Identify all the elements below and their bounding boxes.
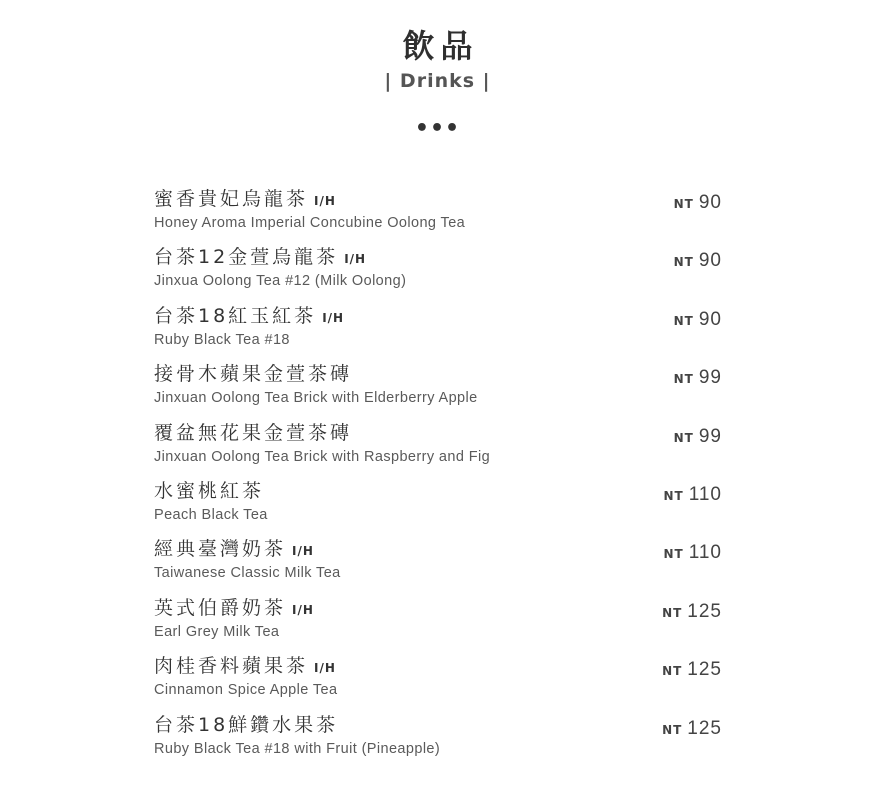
- ellipsis-divider: •••: [414, 116, 461, 141]
- price-value: 125: [687, 717, 722, 739]
- menu-item: [154, 244, 722, 302]
- item-price: [674, 250, 722, 272]
- item-price: [662, 659, 722, 681]
- item-name-zh: 肉桂香料蘋果茶 I/H: [154, 655, 336, 678]
- drinks-list: [154, 186, 722, 770]
- item-name-zh: 蜜香貴妃烏龍茶 I/H: [154, 188, 336, 210]
- item-name-en: Peach Black Tea: [154, 506, 268, 523]
- item-price: [674, 192, 722, 214]
- item-tag: I/H: [292, 544, 314, 559]
- menu-item: [154, 303, 722, 361]
- price-value: 90: [698, 250, 722, 272]
- price-value: 90: [698, 308, 722, 330]
- item-name-zh: 覆盆無花果金萱茶磚: [154, 421, 353, 444]
- item-price: [662, 718, 722, 740]
- item-price: [663, 542, 722, 564]
- item-tag: I/H: [344, 252, 367, 267]
- price-value: 125: [687, 659, 722, 681]
- price-currency: NT: [663, 547, 684, 562]
- item-name-en: Cinnamon Spice Apple Tea: [154, 682, 338, 699]
- price-currency: NT: [673, 430, 694, 445]
- item-name-zh: 經典臺灣奶茶 I/H: [154, 538, 314, 561]
- item-name-en: Jinxuan Oolong Tea Brick with Elderberry Apple: [154, 390, 478, 407]
- price-currency: NT: [662, 664, 683, 679]
- menu-item: [154, 361, 722, 419]
- price-currency: NT: [663, 488, 684, 503]
- item-tag: I/H: [292, 602, 314, 617]
- page-subtitle: | Drinks |: [384, 70, 491, 92]
- item-price: [662, 601, 722, 623]
- price-currency: NT: [662, 605, 683, 620]
- menu-item: [154, 653, 722, 711]
- item-name-en: Ruby Black Tea #18 with Fruit (Pineapple): [154, 740, 441, 757]
- price-currency: NT: [673, 313, 694, 328]
- price-value: 99: [698, 367, 722, 389]
- item-name-en: Jinxuan Oolong Tea Brick with Raspberry and Fig: [154, 448, 491, 465]
- page-title: 飲品: [402, 27, 479, 65]
- item-price: [663, 484, 722, 506]
- price-currency: NT: [673, 372, 694, 387]
- item-price: [674, 426, 722, 448]
- item-name-zh: 台茶12金萱烏龍茶 I/H: [154, 246, 367, 269]
- menu-item: [154, 536, 722, 594]
- item-name-en: Ruby Black Tea #18: [154, 331, 290, 348]
- price-value: 99: [698, 425, 722, 447]
- menu-item: [154, 478, 722, 536]
- price-value: 90: [698, 192, 722, 213]
- menu-item: [154, 420, 722, 478]
- item-name-en: Honey Aroma Imperial Concubine Oolong Tea: [154, 215, 466, 231]
- item-name-zh: 台茶18紅玉紅茶 I/H: [154, 304, 345, 327]
- item-name-en: Taiwanese Classic Milk Tea: [154, 565, 341, 582]
- price-currency: NT: [673, 197, 694, 211]
- price-value: 110: [688, 542, 722, 564]
- item-name-en: Earl Grey Milk Tea: [154, 623, 280, 640]
- menu-item: [154, 595, 722, 653]
- item-name-zh: 水蜜桃紅茶: [154, 479, 265, 502]
- price-currency: NT: [673, 255, 694, 270]
- item-name-zh: 台茶18鮮鑽水果茶: [154, 713, 339, 736]
- menu-item: [154, 712, 722, 770]
- item-price: [674, 367, 722, 389]
- menu-header: [0, 26, 875, 94]
- price-currency: NT: [662, 722, 683, 737]
- item-price: [674, 309, 722, 331]
- item-tag: I/H: [322, 310, 345, 325]
- menu-item: [154, 186, 722, 244]
- item-tag: I/H: [314, 194, 336, 208]
- item-name-zh: 英式伯爵奶茶 I/H: [154, 596, 314, 619]
- price-value: 125: [687, 600, 722, 622]
- item-name-zh: 接骨木蘋果金萱茶磚: [154, 363, 353, 386]
- price-value: 110: [688, 483, 722, 505]
- item-tag: I/H: [314, 661, 336, 676]
- item-name-en: Jinxua Oolong Tea #12 (Milk Oolong): [154, 273, 407, 290]
